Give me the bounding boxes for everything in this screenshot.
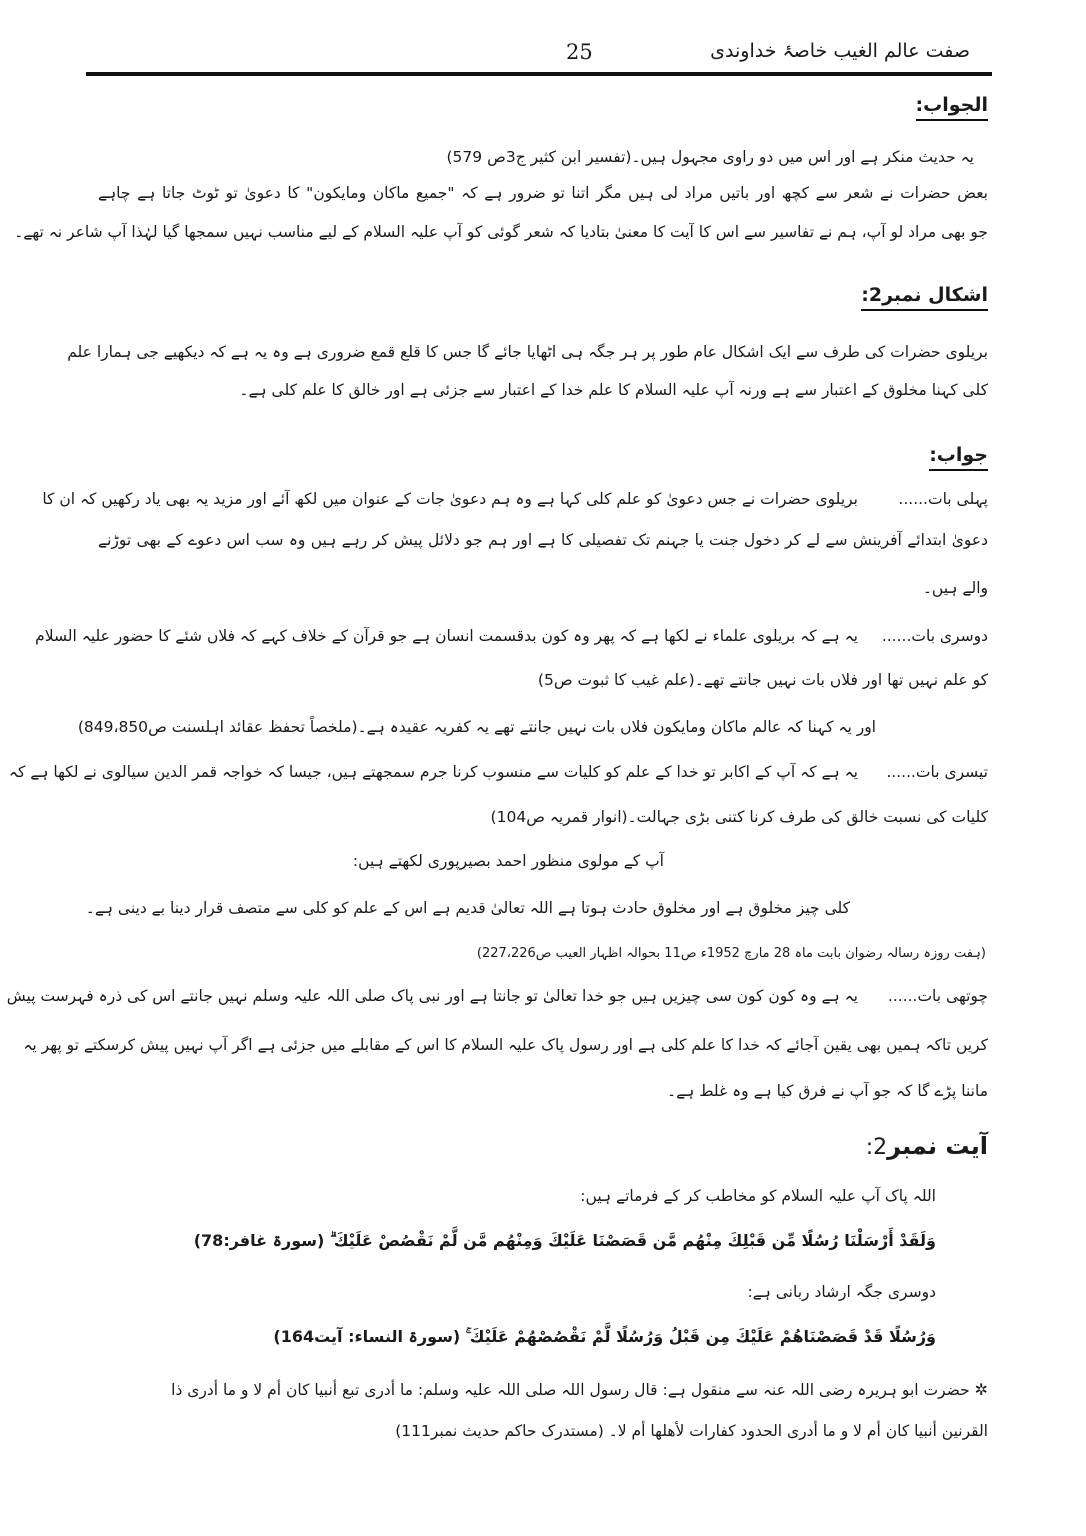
point-lead-third: تیسری بات...... [886,763,988,781]
paragraph-line: کریں تاکہ ہمیں بھی یقین آجائے کہ خدا کا علم کلی ہے اور رسول پاک علیہ السلام کا اس کے مقابلے میں جزئی ہے اگر آپ نہیں پیش کرسکتے تو پھر یہ [23,1036,988,1054]
paragraph-line: بعض حضرات نے شعر سے کچھ اور باتیں مراد لی ہیں مگر اتنا تو ضرور ہے کہ "جمیع ماکان ومایکون" کا دعویٰ تو ٹوٹ جاتا ہے چاہے [98,184,988,202]
ayat-heading-number: 2: [865,1135,888,1160]
paragraph-line: بریلوی حضرات کی طرف سے ایک اشکال عام طور پر ہر جگہ ہی اٹھایا جائے گا جس کا قلع قمع ضروری ہے وہ یہ ہے کہ دیکھیے جی ہمارا علم [67,343,988,361]
section-heading-ayat [866,1132,988,1160]
paragraph-line: والے ہیں۔ [922,579,988,597]
section-heading-jawab-2: جواب: [929,444,988,471]
point-text: بریلوی حضرات نے جس دعویٰ کو علم کلی کہا ہے وہ ہم دعویٰ جات کے عنوان میں لکھ آئے اور مزید یہ بھی یاد رکھیں کہ ان کا [42,490,858,508]
paragraph-line: یہ حدیث منکر ہے اور اس میں دو راوی مجہول ہیں۔(تفسیر ابن کثیر ج3ص 579) [446,148,974,166]
hadith-line: القرنین أنبیا کان أم لا و ما أدری الحدود کفارات لأھلھا أم لا۔ (مستدرک حاکم حدیث نمبر111) [395,1422,988,1440]
point-lead-second: دوسری بات...... [881,627,988,645]
paragraph-line: ماننا پڑے گا کہ جو آپ نے فرق کیا ہے وہ غلط ہے۔ [667,1082,988,1100]
point-lead-fourth: چوتھی بات...... [887,987,988,1005]
paragraph-line: اور یہ کہنا کہ عالم ماکان ومایکون فلاں بات نہیں جانتے تھے یہ کفریہ عقیدہ ہے۔(ملخصاً تحفظ عقائد اہلسنت ص849،850) [77,718,876,736]
paragraph-line: جو بھی مراد لو آپ، ہم نے تفاسیر سے اس کا آیت کا معنیٰ بتادیا کہ شعر گوئی کو آپ علیہ السلام کے لیے مناسب نہیں سمجھا گیا لہٰذا آپ شاعر نہ تھے۔ [14,223,988,241]
star-bullet-icon: ✲ [974,1380,988,1399]
paragraph-line: دعویٰ ابتدائے آفرینش سے لے کر دخول جنت یا جہنم تک تفصیلی کا ہے اور ہم جو دلائل پیش کر رہے ہیں وہ سب اس دعوے کے بھی توڑنے [98,531,988,549]
point-text: یہ ہے کہ آپ کے اکابر تو خدا کے علم کو کلیات سے منسوب کرنا جرم سمجھتے ہیں، جیسا کہ خواجہ قمر الدین سیالوی نے لکھا ہے کہ [8,763,858,781]
point-text: یہ ہے وہ کون کون سی چیزیں ہیں جو خدا تعالیٰ تو جانتا ہے اور نبی پاک صلی اللہ علیہ وسلم نہیں جانتے اس کی ذرہ فہرست پیش [6,987,858,1005]
header-title: صفت عالم الغیب خاصۂ خداوندی [710,40,970,62]
point-text: یہ ہے کہ بریلوی علماء نے لکھا ہے کہ پھر وہ کون بدقسمت انسان ہے جو قرآن کے خلاف کہے کہ فلاں شئے کا حضور علیہ السلام [35,627,858,645]
paragraph-line [6,987,988,1006]
verse-line: وَرُسُلًا قَدْ قَصَصْنَاهُمْ عَلَيْكَ مِن قَبْلُ وَرُسُلًا لَّمْ نَقْصُصْهُمْ عَلَيْكَ ۚ (سورۃ النساء: آیت164) [273,1327,936,1346]
hadith-line [98,1380,988,1400]
paragraph-line: آپ کے مولوی منظور احمد بصیرپوری لکھتے ہیں: [352,852,664,870]
paragraph-line: کلی کہنا مخلوق کے اعتبار سے ہے ورنہ آپ علیہ السلام کا علم خدا کے اعتبار سے جزئی ہے اور خالق کا علم کلی ہے۔ [239,381,988,399]
paragraph-line: کلیات کی نسبت خالق کی طرف کرنا کتنی بڑی جہالت۔(انوار قمریہ ص104) [490,808,988,826]
paragraph-line [42,490,988,509]
paragraph-line: دوسری جگہ ارشاد ربانی ہے: [747,1283,936,1301]
paragraph-line: کو علم نہیں تھا اور فلاں بات نہیں جانتے تھے۔(علم غیب کا ثبوت ص5) [537,671,988,689]
ayat-heading-text: آیت نمبر [887,1132,988,1160]
paragraph-line [35,627,988,646]
paragraph-line: اللہ پاک آپ علیہ السلام کو مخاطب کر کے فرماتے ہیں: [580,1187,936,1205]
hadith-text: حضرت ابو ہریرہ رضی اللہ عنہ سے منقول ہے: قال رسول اللہ صلی اللہ علیہ وسلم: ما أدری تبع أنبیا کان أم لا و ما أدری ذا [171,1381,970,1399]
header-rule [86,72,992,76]
paragraph-line [8,763,988,782]
reference-line: (ہفت روزہ رسالہ رضوان بابت ماہ 28 مارچ 1952ء ص11 بحوالہ اظہار العیب ص227،226) [476,946,986,961]
section-heading-ishkal: اشکال نمبر2: [861,284,988,311]
verse-line: وَلَقَدْ أَرْسَلْنَا رُسُلًا مِّن قَبْلِكَ مِنْهُم مَّن قَصَصْنَا عَلَيْكَ وَمِنْهُم مَّن لَّمْ نَقْصُصْ عَلَيْكَ ۗ (سورۃ غافر:78) [193,1231,936,1250]
point-lead-first: پہلی بات...... [898,490,988,508]
page-number: 25 [566,40,593,64]
section-heading-jawab: الجواب: [916,94,988,121]
quote-line: کلی چیز مخلوق ہے اور مخلوق حادث ہوتا ہے اللہ تعالیٰ قدیم ہے اس کے علم کو کلی سے متصف قرار دینا بے دینی ہے۔ [85,899,850,917]
page-header [86,38,990,74]
